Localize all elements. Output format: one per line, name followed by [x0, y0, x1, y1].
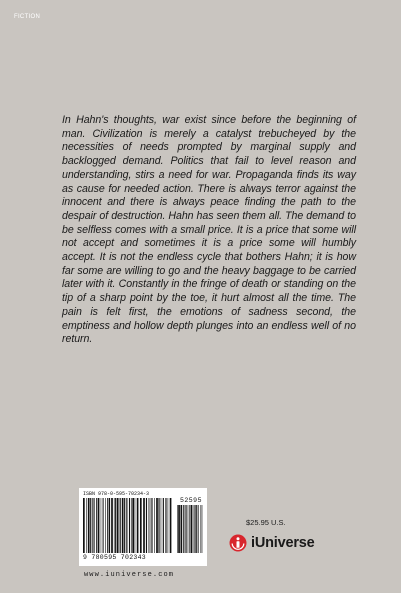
isbn-text: ISBN 978-0-595-70234-3 [83, 491, 150, 497]
synopsis-text: In Hahn's thoughts, war exist since before the beginning of man. Civilization is merely a catalyst trebucheyed by the necessities of needs prompted by marginal supply and backlogged demand. Politics that fail to level reason and understanding, stirs a need for war. Propaganda finds its way as cause for needed action. There is always terror against the innocent and there is always peace finding the path to the despair of destruction. Hahn has seen them all. The demand to be selfless comes with a small price. It is a price that some will not accept and sometimes it is a price some will humbly accept. It is not the endless cycle that bothers Hahn; it is how far some are willing to go and the heavy baggage to be carried later with it. Constantly in the fringe of death or standing on the tip of a sharp point by the toe, it hurt almost all the time. The pain is felt first, the emotions of sadness second, the emptiness and hollow depth plunges into an endless well of no return. [62, 114, 356, 346]
barcode-main-bars [83, 498, 173, 553]
publisher-url: www.iuniverse.com [84, 571, 175, 579]
price-label: $25.95 U.S. [246, 518, 286, 527]
genre-label: FICTION [14, 14, 41, 20]
publisher-logo [229, 534, 315, 552]
iuniverse-logo-icon [229, 534, 247, 552]
barcode-digits: 9 780595 702343 [83, 554, 147, 561]
publisher-logo-text: iUniverse [251, 535, 315, 551]
barcode-addon-bars [177, 505, 203, 553]
price-code: 52595 [179, 497, 202, 504]
barcode-block [79, 488, 207, 566]
